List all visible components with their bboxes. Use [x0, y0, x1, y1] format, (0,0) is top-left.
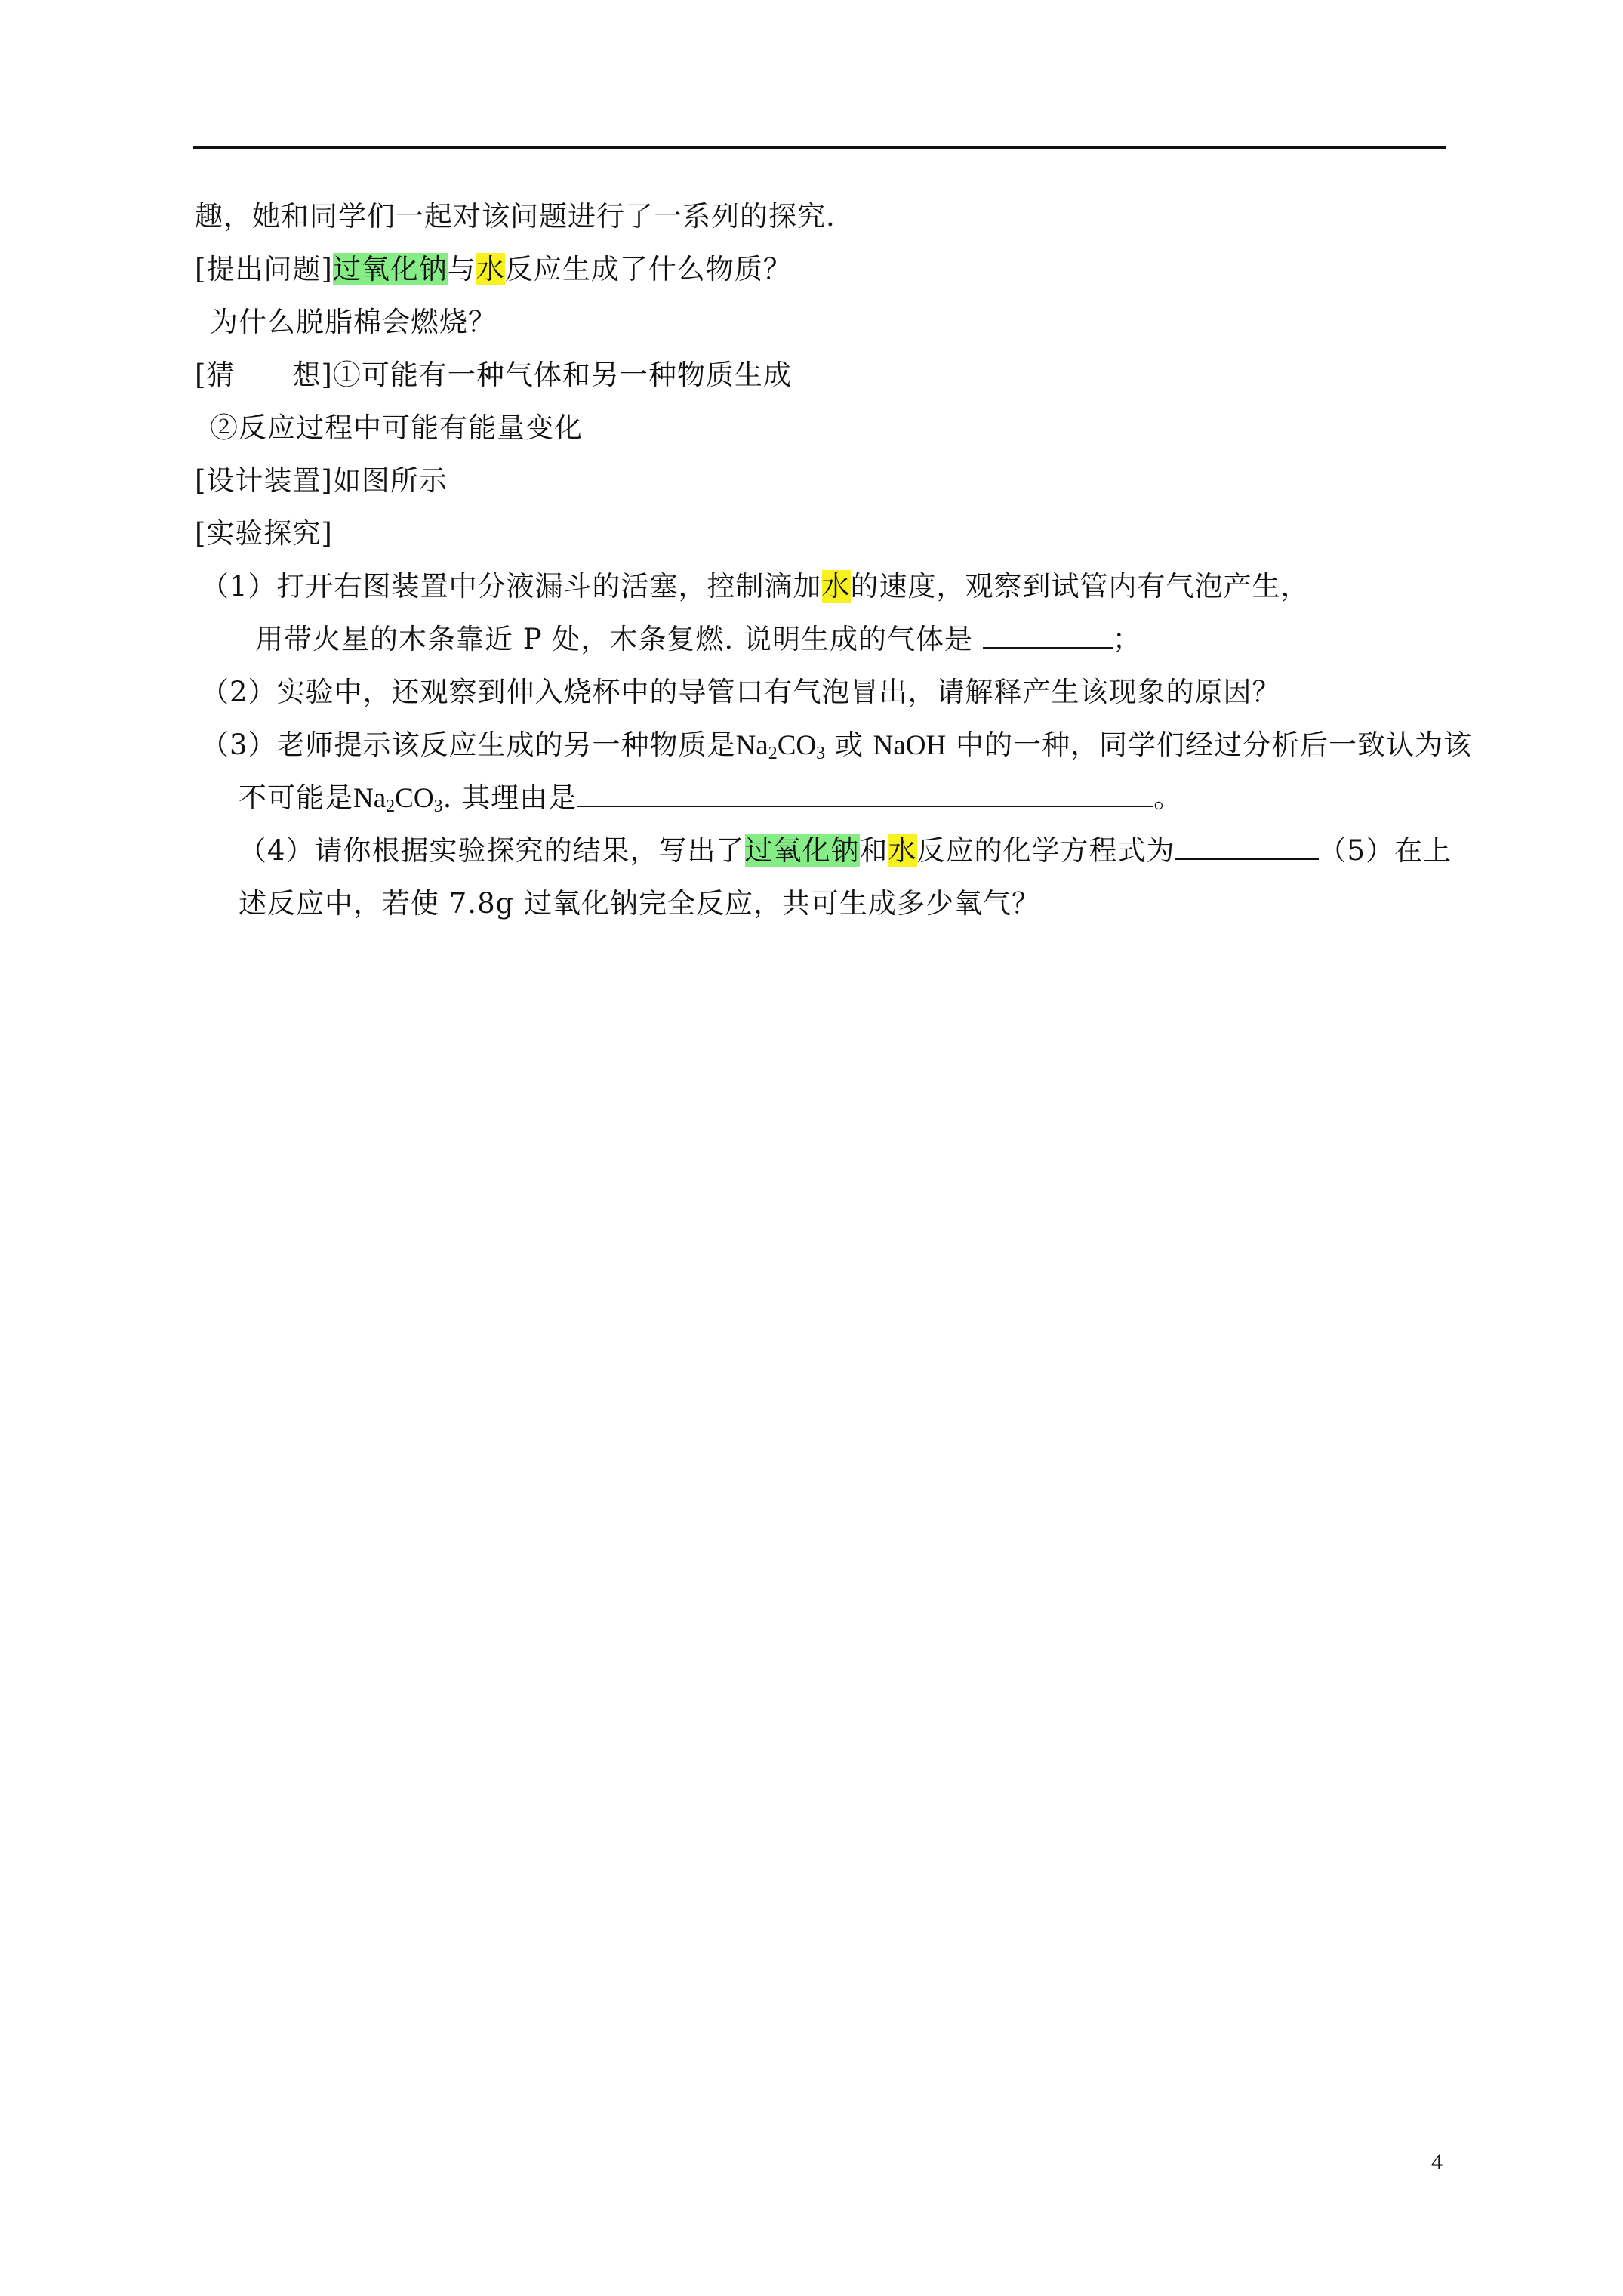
formula-naoh: NaOH — [873, 730, 947, 761]
q3-line2-b: . 其理由是 — [442, 781, 577, 814]
q1-text-b: 的速度，观察到试管内有气泡产生， — [850, 570, 1310, 603]
q3-line-2 — [239, 780, 1182, 817]
formula-na2co3: $Na_2CO_3$ — [353, 783, 443, 816]
q1-line2-text: 用带火星的木条靠近 P 处，木条复燃. 说明生成的气体是 — [255, 623, 973, 655]
q5-text: 述反应中，若使 7.8g 过氧化钠完全反应，共可生成多少氧气？ — [239, 887, 1041, 920]
question-rest: 反应生成了什么物质？ — [504, 253, 792, 285]
q5-text-a: （5）在上 — [1318, 834, 1452, 867]
question-joiner: 与 — [447, 253, 476, 285]
q4-line — [239, 833, 1452, 869]
q3-text-a: （3）老师提示该反应生成的另一种物质是 — [201, 729, 736, 761]
guess-item-2: ②反应过程中可能有能量变化 — [210, 411, 583, 444]
answer-blank-reason[interactable] — [577, 780, 1153, 807]
highlight-water: 水 — [888, 834, 917, 867]
q1-line-2 — [255, 621, 1141, 658]
q3-end: 。 — [1153, 781, 1183, 814]
highlight-sodium-peroxide: 过氧化钠 — [332, 253, 448, 285]
q1-line-1 — [201, 569, 1310, 605]
q3-text-b: 中的一种，同学们经过分析后一致认为该 — [956, 729, 1472, 761]
answer-blank-equation[interactable] — [1175, 833, 1319, 860]
guess-item-1: ①可能有一种气体和另一种物质生成 — [332, 359, 792, 391]
question-second-line — [210, 304, 497, 341]
q4-text-a: （4）请你根据实验探究的结果，写出了 — [239, 834, 745, 867]
q1-text-a: （1）打开右图装置中分液漏斗的活塞，控制滴加 — [201, 570, 822, 603]
question-second: 为什么脱脂棉会燃烧？ — [210, 306, 497, 338]
q4-text-b: 反应的化学方程式为 — [916, 834, 1175, 867]
highlight-water: 水 — [476, 253, 505, 285]
design-text: 如图所示 — [332, 464, 448, 497]
question-line — [195, 251, 792, 288]
q2-line — [201, 674, 1281, 710]
q2-text: （2）实验中，还观察到伸入烧杯中的导管口有气泡冒出，请解释产生该现象的原因？ — [201, 676, 1281, 708]
q4-and: 和 — [859, 834, 888, 867]
q5-line — [239, 886, 1040, 922]
guess-label: [猜 想] — [195, 359, 333, 391]
guess-item-2-line — [210, 410, 583, 446]
page-number: 4 — [1431, 2150, 1443, 2174]
design-line — [195, 463, 448, 499]
q1-end: ； — [1112, 623, 1141, 655]
q3-or: 或 — [834, 729, 864, 761]
q3-line2-a: 不可能是 — [239, 781, 353, 814]
header-rule — [193, 146, 1446, 149]
q3-line-1 — [201, 727, 1472, 764]
intro-text: 趣，她和同学们一起对该问题进行了一系列的探究. — [195, 200, 836, 233]
explore-label: [实验探究] — [195, 517, 333, 550]
question-label: [提出问题] — [195, 253, 333, 285]
explore-label-line — [195, 516, 333, 552]
highlight-water: 水 — [821, 570, 851, 603]
answer-blank-gas[interactable] — [983, 621, 1113, 649]
formula-na2co3: $Na_2CO_3$ — [735, 730, 826, 763]
intro-line — [195, 199, 836, 235]
design-label: [设计装置] — [195, 464, 333, 497]
highlight-sodium-peroxide: 过氧化钠 — [744, 834, 860, 867]
guess-line — [195, 357, 792, 393]
